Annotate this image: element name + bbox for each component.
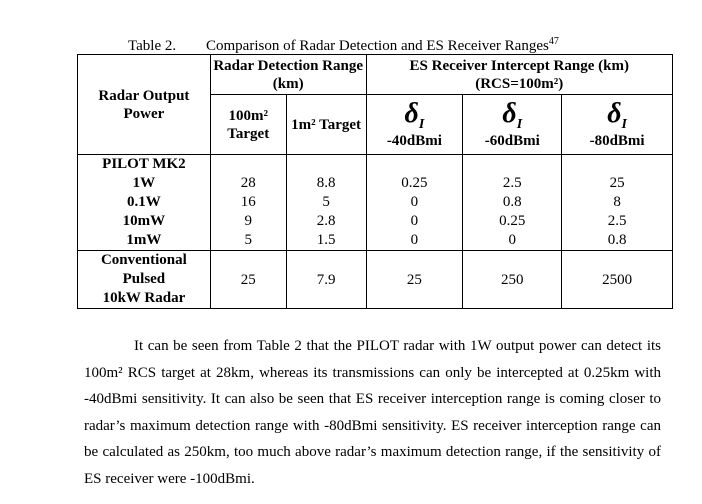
es-value: 0 [410,213,419,229]
range-value: 2.8 [316,213,336,229]
pilot-power-cell [78,155,211,251]
header-target-1: 1m² Target [286,95,366,155]
caption-title: Comparison of Radar Detection and ES Receiver Ranges [206,38,549,54]
header-es-intercept-range [366,55,672,95]
sens-label: -60dBmi [484,132,540,149]
range-value: 5 [244,232,252,248]
sens-label: -40dBmi [386,132,442,149]
caption-label: Table 2. [128,38,177,54]
power-value: 0.1W [127,194,161,210]
conventional-range-1: 7.9 [286,251,366,309]
conventional-name-line: 10kW Radar [102,290,186,306]
range-value: 9 [244,213,252,229]
range-value: 5 [322,194,330,210]
header-sens-80 [562,95,673,155]
range-value: 1.5 [316,232,336,248]
body-paragraph [84,333,661,492]
es-value: 2.5 [502,175,522,191]
es-value: 2.5 [607,213,627,229]
range-value: 28 [240,175,256,191]
power-value: 10mW [122,213,166,229]
es-value: 0.8 [607,232,627,248]
conventional-es-60: 250 [463,251,562,309]
pilot-es-40-cell [366,155,463,251]
conventional-name-line: Pulsed [122,271,166,287]
conventional-es-80: 2500 [562,251,673,309]
conventional-name-line: Conventional [100,252,187,268]
es-value: 25 [609,175,625,191]
sens-label: -80dBmi [589,132,645,149]
es-value: 0 [410,194,419,210]
es-value: 8 [613,194,621,210]
header-sens-60 [463,95,562,155]
pilot-es-60-cell [463,155,562,251]
conventional-power-cell [78,251,211,309]
pilot-range-1-cell [286,155,366,251]
es-value: 0 [508,232,516,248]
range-value: 8.8 [316,175,336,191]
es-value: 0.25 [499,213,526,229]
header-target-100: 100m² Target [210,95,286,155]
es-value: 0.25 [401,175,428,191]
header-es-title: ES Receiver Intercept Range (km) [409,57,629,74]
paragraph-text: It can be seen from Table 2 that the PILOT radar with 1W output power can detect its 100m² RCS target at 28km, whereas its transmissions can only be intercepted at 0.25km with -40dBmi sensitivity. It can also be seen that ES receiver interception range is coming closer to radar’s maximum detection range with -80dBmi sensitivity. ES receiver interception range can be calculated as 250km, too much above radar’s maximum detection range, if the sensitivity of ES receiver were -100dBmi. [84,338,661,487]
range-value: 16 [240,194,256,210]
power-value: 1W [132,175,156,191]
pilot-range-100-cell [210,155,286,251]
conventional-range-100: 25 [210,251,286,309]
caption-reference: 47 [548,36,559,47]
delta-symbol: $\delta_I$ [502,97,523,132]
delta-symbol: $\delta_I$ [607,97,627,132]
header-sens-40 [366,95,463,155]
power-value: 1mW [126,232,162,248]
pilot-name: PILOT MK2 [102,156,186,172]
delta-symbol: $\delta_I$ [404,97,425,132]
es-value: 0.8 [502,194,522,210]
header-radar-detection-range: Radar Detection Range (km) [210,55,366,95]
pilot-es-80-cell [562,155,673,251]
comparison-table [77,54,673,309]
header-es-rcs: (RCS=100m²) [475,75,564,92]
table-caption [128,36,559,55]
conventional-es-40: 25 [366,251,463,309]
header-radar-output-power: Radar Output Power [78,55,211,155]
es-value: 0 [410,232,419,248]
